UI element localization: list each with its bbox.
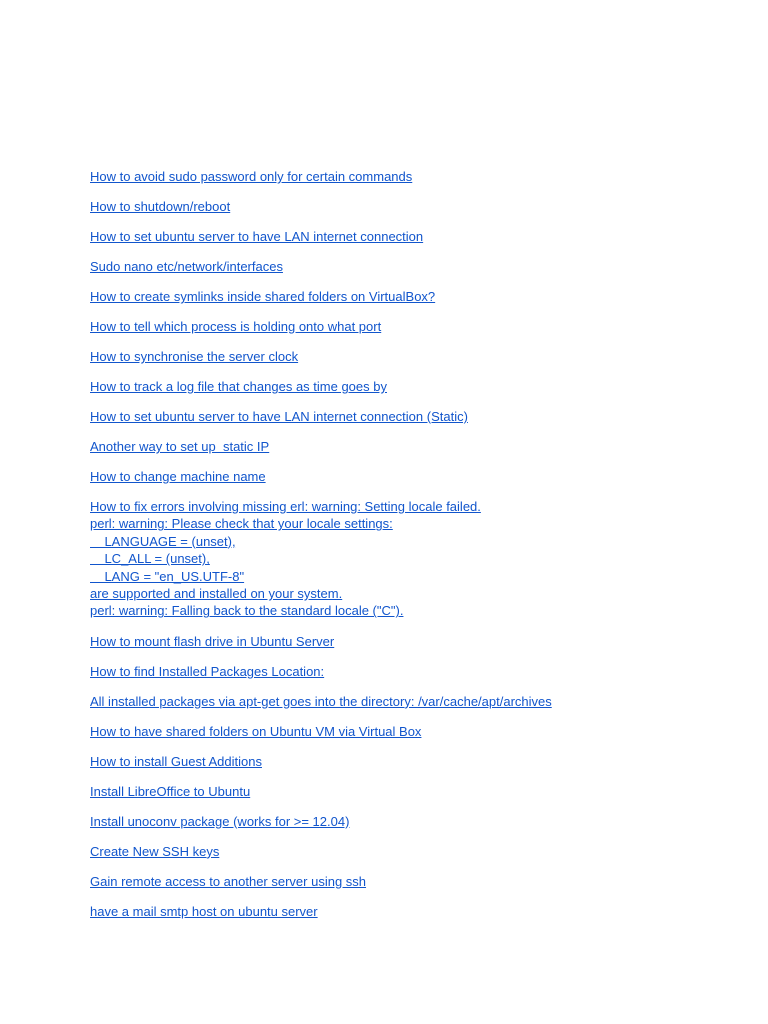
- link-sudo-nano-interfaces[interactable]: Sudo nano etc/network/interfaces: [90, 259, 283, 274]
- link-synchronise-clock[interactable]: How to synchronise the server clock: [90, 349, 299, 364]
- link-change-machine-name[interactable]: How to change machine name: [90, 469, 266, 484]
- locale-line[interactable]: LANGUAGE = (unset),: [90, 533, 236, 549]
- link-lan-internet-connection[interactable]: How to set ubuntu server to have LAN internet connection: [90, 229, 424, 244]
- link-symlinks-virtualbox[interactable]: How to create symlinks inside shared folders on VirtualBox?: [90, 289, 436, 304]
- locale-line[interactable]: perl: warning: Falling back to the standard locale ("C").: [90, 603, 404, 619]
- link-create-ssh-keys[interactable]: Create New SSH keys: [90, 843, 220, 859]
- link-guest-additions[interactable]: How to install Guest Additions: [90, 753, 262, 769]
- link-install-libreoffice[interactable]: Install LibreOffice to Ubuntu: [90, 783, 251, 799]
- locale-line[interactable]: LC_ALL = (unset),: [90, 551, 210, 567]
- locale-line[interactable]: LANG = "en_US.UTF-8": [90, 568, 245, 584]
- link-remote-access-ssh[interactable]: Gain remote access to another server using ssh: [90, 873, 367, 889]
- locale-line[interactable]: are supported and installed on your system.: [90, 586, 343, 602]
- locale-line[interactable]: perl: warning: Please check that your locale settings:: [90, 516, 393, 532]
- locale-error-block: [90, 498, 730, 620]
- link-apt-archives[interactable]: All installed packages via apt-get goes into the directory: /var/cache/apt/archives: [90, 693, 552, 709]
- locale-line[interactable]: How to fix errors involving missing erl: warning: Setting locale failed.: [90, 499, 481, 514]
- link-shared-folders-virtualbox[interactable]: How to have shared folders on Ubuntu VM via Virtual Box: [90, 723, 422, 739]
- link-avoid-sudo-password[interactable]: How to avoid sudo password only for certain commands: [90, 169, 413, 184]
- link-process-port[interactable]: How to tell which process is holding onto what port: [90, 319, 382, 334]
- document-page: [90, 168, 730, 933]
- link-mount-flash-drive[interactable]: How to mount flash drive in Ubuntu Server: [90, 633, 335, 649]
- link-mail-smtp-host[interactable]: have a mail smtp host on ubuntu server: [90, 903, 318, 919]
- link-track-log-file[interactable]: How to track a log file that changes as time goes by: [90, 379, 387, 394]
- link-install-unoconv[interactable]: Install unoconv package (works for >= 12.04): [90, 813, 350, 829]
- link-static-ip[interactable]: Another way to set up static IP: [90, 439, 270, 454]
- link-installed-packages-location[interactable]: How to find Installed Packages Location:: [90, 663, 325, 679]
- link-lan-static[interactable]: How to set ubuntu server to have LAN internet connection (Static): [90, 409, 468, 424]
- link-shutdown-reboot[interactable]: How to shutdown/reboot: [90, 199, 231, 214]
